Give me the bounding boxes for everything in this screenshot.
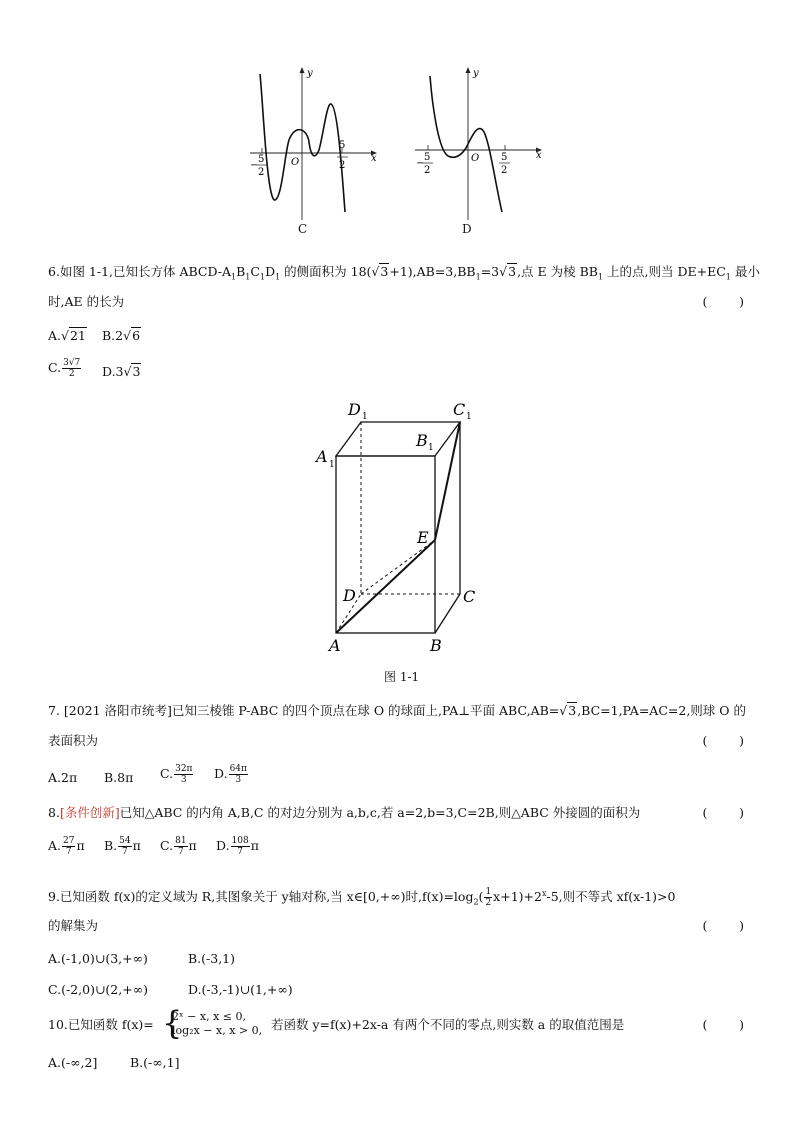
q9-option-b: B.(-3,1)	[188, 951, 236, 966]
graph-d-neg-num: 5	[424, 152, 431, 163]
q8-tag: [条件创新]	[59, 805, 120, 820]
graph-c-pos-den: 2	[339, 160, 346, 171]
graph-d-curve	[430, 76, 502, 212]
graph-c-neg-num: 5	[258, 154, 265, 165]
graph-d-x-label: x	[536, 150, 542, 161]
q6-answer-paren: ( )	[702, 294, 744, 309]
label-B1: B	[416, 431, 428, 450]
q9-option-d: D.(-3,-1)∪(1,+∞)	[188, 982, 293, 997]
svg-text:1: 1	[329, 460, 335, 470]
q7-option-d: D. $\frac{64\pi}{3}$	[214, 764, 247, 785]
label-C: C	[463, 587, 476, 606]
graph-c-neg-den: 2	[258, 167, 265, 178]
label-D: D	[343, 586, 356, 605]
graph-d-y-label: y	[473, 68, 479, 79]
label-B: B	[430, 636, 442, 655]
q8-option-c: C. $\frac{81}{7}$ π	[160, 836, 197, 857]
q8-answer-paren: ( )	[702, 805, 744, 820]
graph-d-y-arrow	[466, 67, 471, 73]
q8-option-a: A. $\frac{27}{7}$ π	[48, 836, 85, 857]
q10-line1: 10.已知函数 f(x)=	[48, 1017, 154, 1032]
label-A1: A	[316, 447, 328, 466]
q8-option-b: B. $\frac{54}{7}$ π	[104, 836, 141, 857]
label-C1: C	[453, 400, 466, 419]
q7-answer-paren: ( )	[702, 733, 744, 748]
q7-line2: 表面积为	[48, 733, 99, 748]
graph-d-caption: D	[462, 222, 472, 236]
q7-option-c: C. $\frac{32\pi}{3}$	[160, 764, 193, 785]
q10-option-a: A.(-∞,2]	[48, 1055, 98, 1070]
q6-option-d: D.3√3	[102, 364, 141, 379]
graph-d-pos-num: 5	[501, 152, 508, 163]
q8-line1: 8.[条件创新]已知△ABC 的内角 A,B,C 的对边分别为 a,b,c,若 a=2,b=3,C=2B,则△ABC 外接圆的面积为	[48, 805, 641, 820]
graph-c-pos-num: 5	[339, 140, 346, 151]
graph-d-neg-den: 2	[424, 165, 431, 176]
graph-c-y-arrow	[300, 67, 305, 73]
q9-line2: 的解集为	[48, 918, 99, 933]
q7-option-a: A.2π	[48, 770, 78, 785]
graph-d-pos-den: 2	[501, 165, 508, 176]
graph-c-curve	[260, 74, 345, 212]
graph-c-neg-sign: −	[250, 160, 259, 171]
svg-text:1: 1	[428, 443, 434, 453]
q6-option-c: C. $\frac{3√7}{2}$	[48, 358, 81, 379]
graph-d-neg-sign: −	[416, 158, 425, 169]
label-E: E	[417, 528, 429, 547]
graph-c	[245, 62, 385, 222]
figure-caption: 图 1-1	[384, 670, 420, 684]
q8-option-d: D. $\frac{108}{7}$ π	[216, 836, 259, 857]
q9-line1: 9.已知函数 f(x)的定义域为 R,其图象关于 y轴对称,当 x∈[0,+∞)时$,f(x)=\log_2$( $\frac{1}{2}$ $x+1)+2^x-5$,则不等式 xf(x-1)>0	[48, 887, 676, 909]
svg-text:1: 1	[362, 412, 368, 422]
svg-text:1: 1	[466, 412, 472, 422]
label-A: A	[329, 636, 341, 655]
graph-c-x-label: x	[371, 153, 377, 164]
graph-d-origin: O	[471, 153, 480, 164]
q6-option-a: A.√21	[48, 328, 86, 343]
q10-line1b: 若函数 y=f(x)+2x-a 有两个不同的零点,则实数 a 的取值范围是	[271, 1017, 625, 1032]
figure-cuboid	[310, 398, 490, 658]
graph-c-y-label: y	[307, 68, 313, 79]
q10-answer-paren: ( )	[702, 1017, 744, 1032]
q6-line2: 时,AE 的长为	[48, 294, 125, 309]
q6-option-b: B.2√6	[102, 328, 141, 343]
graph-c-origin: O	[291, 157, 300, 168]
graph-c-caption: C	[298, 222, 308, 236]
graph-d	[410, 62, 550, 222]
q6-line1: 6.如图 1-1,已知长方体 ABCD-$A_1B_1C_1D_1$ 的侧面积为 $18(√3+1),AB=3,BB_1=3√3$,点 E 为棱 $BB_1$ 上的点,则当 $DE+EC_1$ 最小	[48, 264, 760, 282]
label-D1: D	[348, 400, 361, 419]
q10-option-b: B.(-∞,1]	[130, 1055, 180, 1070]
q9-option-c: C.(-2,0)∪(2,+∞)	[48, 982, 148, 997]
q7-option-b: B.8π	[104, 770, 134, 785]
q7-line1: 7. [2021 洛阳市统考]已知三棱锥 P-ABC 的四个顶点在球 O 的球面上,PA⊥平面 ABC,AB=√3,BC=1,PA=AC=2,则球 O 的	[48, 703, 746, 718]
q9-answer-paren: ( )	[702, 918, 744, 933]
q9-option-a: A.(-1,0)∪(3,+∞)	[48, 951, 148, 966]
